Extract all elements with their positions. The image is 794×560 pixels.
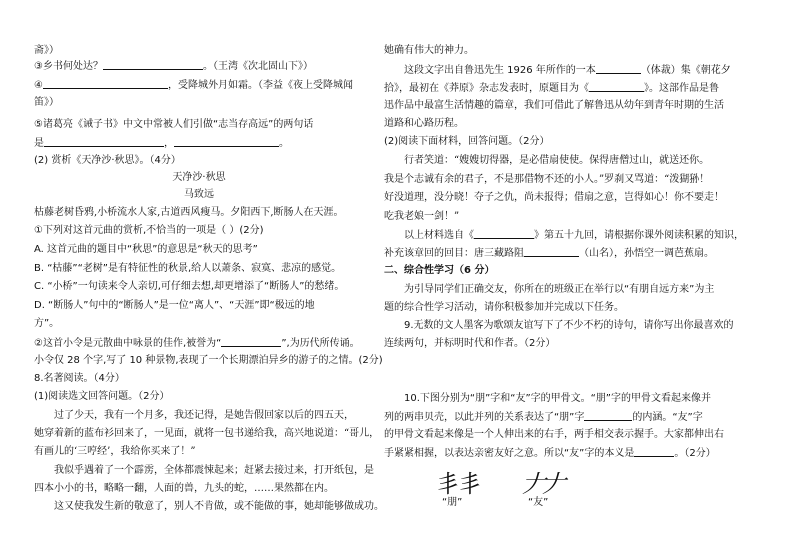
text-line: 迅作品中最富生活情趣的篇章，我们可借此了解鲁迅从幼年到青年时期的生活: [384, 100, 724, 111]
line-text: 以上材料选自《: [404, 230, 474, 241]
text-line: 道路和心路历程。: [384, 118, 464, 129]
line-text: ”,为历代所传诵。: [281, 338, 360, 349]
passage-line: 过了少天，我有一个月多，我还记得，是她告假回家以后的四五天，: [54, 410, 354, 421]
text-line: 小令仅 28 个字,写了 10 种景物,表现了一个长期漂泊异乡的游子的之情。(2分): [34, 355, 383, 366]
answer-blank[interactable]: [584, 410, 632, 421]
answer-blank[interactable]: [44, 136, 164, 147]
question-line: 10.下图分别为“朋”字和“友”字的甲骨文。“朋”字的甲骨文看起来像并: [404, 393, 711, 404]
text-line: ⑤诸葛亮《诫子书》中文中常被人们引做“志当存高远”的两句话: [34, 119, 314, 130]
question-heading: (1)阅读选文回答问题。（2分）: [34, 391, 170, 402]
option-a: A. 这首元曲的题目中“秋思”的意思是“秋天的思考”: [34, 244, 258, 255]
line-text: 的内涵。“友”字: [632, 412, 703, 423]
line-text: 。（王湾《次北固山下》）: [202, 61, 313, 72]
answer-blank[interactable]: [221, 336, 281, 347]
answer-blank[interactable]: [103, 59, 203, 70]
passage-line: 吃我老娘一剑！”: [384, 211, 460, 222]
text-line: 笛》）: [34, 97, 59, 108]
text-line: 题的综合性学习活动，请你积极参加并完成以下任务。: [384, 302, 624, 313]
section-heading: 二、综合性学习（6 分）: [384, 265, 495, 276]
passage-line: 这又使我发生新的敬意了，别人不肯做，或不能做的事，她却能够做成功。: [54, 501, 384, 512]
option-d: D. “断肠人”句中的“断肠人”是一位“离人”、“天涯”即“极远的地: [34, 300, 315, 311]
text-line: 方”。: [34, 318, 60, 329]
line-text: 》。这部作品是鲁: [644, 83, 719, 94]
line-text: 。（2分）: [674, 448, 716, 459]
oracle-peng-icon: 丯丯: [436, 470, 480, 498]
line-text: （山名），孙悟空一调芭蕉扇。: [579, 248, 714, 259]
question-line: [34, 78, 353, 93]
poem-author: 马致远: [184, 189, 214, 200]
passage-line: 行者笑道：“嫂嫂切得器，是必借扇使使。保得唐僧过山，就送还你。: [404, 155, 710, 166]
line-text: 列的两串贝壳，以此并列的关系表达了“朋”字: [384, 412, 585, 423]
poem-body: 枯藤老树昏鸦,小桥流水人家,古道西风瘦马。夕阳西下,断肠人在天涯。: [34, 207, 344, 218]
line-text: 》第五十九回，请根据你课外阅读积累的知识，: [534, 230, 744, 241]
question-line: 9.无数的文人墨客为歌颂友谊写下了不少不朽的诗句，请你写出你最喜欢的: [404, 320, 734, 331]
line-text: 手紧紧相握，以表达亲密友好之意。所以“友”字的本义是: [384, 448, 635, 459]
text-line: 的甲骨文看起来像是一个人伸出来的右手，两手相交表示握手。大家都伸出右: [384, 429, 724, 440]
answer-blank[interactable]: [474, 228, 534, 239]
text-line: 连续两句，并标明时代和作者。（2分）: [384, 338, 556, 349]
text-line: 斋》）: [34, 45, 59, 56]
line-text: 拾》，最初在《莽原》杂志发表时，原题目为《: [384, 83, 589, 94]
passage-line: 她穿着新的蓝布衫回来了，一见面，就将一包书递给我，高兴地说道：“哥儿，: [34, 428, 380, 439]
caption-you: “友”: [528, 497, 549, 508]
line-text: （体裁）集《朝花夕: [640, 65, 731, 76]
question-heading: 8.名著阅读。（4分）: [34, 373, 125, 384]
line-text: ④: [34, 80, 43, 91]
line-text: ，: [164, 138, 174, 149]
answer-blank[interactable]: [589, 81, 644, 92]
question-line: [384, 81, 719, 96]
poem-title: 天净沙·秋思: [172, 172, 226, 183]
question-line: [384, 446, 716, 461]
option-c: C. “小桥”一句读来令人亲切,可仔细去想,却更增添了“断肠人”的愁绪。: [34, 281, 345, 292]
question-line: [404, 63, 731, 78]
question-line: [34, 136, 289, 151]
passage-line: 四本小小的书，略略一翻，人面的兽，九头的蛇，……果然都在内。: [34, 483, 334, 494]
answer-blank[interactable]: [174, 136, 279, 147]
passage-line: 好没道理，没分晓！夺子之仇，尚未报得；借扇之意，岂得如心！你不要走！: [384, 192, 724, 203]
question-line: [384, 410, 703, 425]
question-heading: (2) 赏析《天净沙·秋思》。（4分）: [34, 155, 181, 166]
line-text: 。: [279, 138, 289, 149]
answer-blank[interactable]: [43, 78, 168, 89]
line-text: 是: [34, 138, 44, 149]
line-text: ③乡书何处达？: [34, 61, 103, 72]
answer-blank[interactable]: [634, 446, 674, 457]
passage-line: 我是个志诚有余的君子，不是那借物不还的小人。”罗刹又骂道：“泼猢狲！: [384, 174, 710, 185]
answer-blank[interactable]: [524, 246, 579, 257]
passage-line: 有画儿的‘三哼经’，我给你买来了！”: [34, 446, 196, 457]
question-line: [34, 336, 360, 351]
caption-peng: “朋”: [442, 497, 463, 508]
answer-blank[interactable]: [596, 63, 641, 74]
question-line: [404, 228, 744, 243]
question-line: [384, 246, 714, 261]
question-heading: (2)阅读下面材料，回答问题。（2分）: [384, 136, 550, 147]
passage-line: 她确有伟大的神力。: [384, 45, 474, 56]
text-line: 为引导同学们正确交友，你所在的班级正在举行以“有朋自远方来”为主: [404, 284, 715, 295]
oracle-you-icon: 𠂇𠂇: [522, 470, 562, 498]
line-text: ②这首小令是元散曲中咏景的佳作,被誉为“: [34, 338, 222, 349]
line-text: 这段文字出自鲁迅先生 1926 年所作的一本: [404, 65, 596, 76]
option-b: B. “枯藤”“老树”是有特征性的秋景,给人以萧条、寂寞、悲凉的感觉。: [34, 263, 342, 274]
line-text: ，受降城外月如霜。（李益《夜上受降城闻: [167, 80, 353, 91]
passage-line: 我似乎遇着了一个霹雳，全体都震悚起来；赶紧去接过来，打开纸包，是: [54, 465, 374, 476]
question-line: [34, 59, 313, 74]
line-text: 补充该章回的回目：唐三藏路阻: [384, 248, 524, 259]
question-line: ①下列对这首元曲的赏析,不恰当的一项是（ ）(2分): [34, 225, 264, 236]
